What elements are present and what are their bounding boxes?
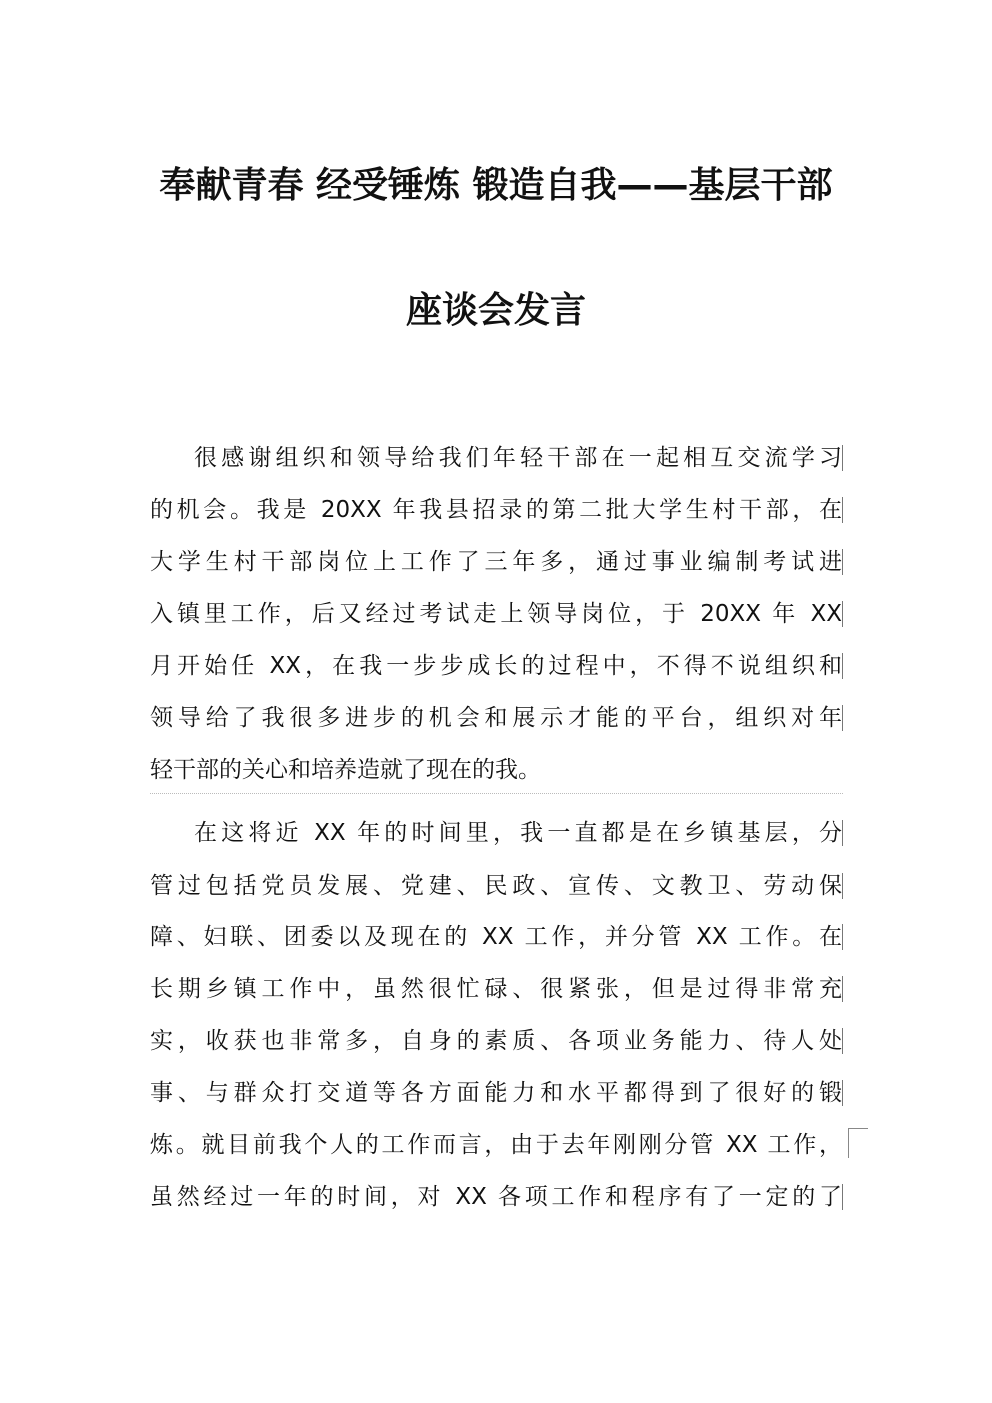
text-boundary-mark [842, 820, 843, 846]
paragraph-2-line-2: 管过包括党员发展、党建、民政、宣传、文教卫、劳动保 [150, 873, 842, 899]
paragraph-1-line-4: 入镇里工作，后又经过考试走上领导岗位，于 20XX 年 XX [150, 601, 842, 627]
text-boundary-mark [842, 873, 843, 899]
text-boundary-mark [842, 924, 843, 950]
text-boundary-mark [842, 653, 843, 679]
section-break-line [150, 793, 843, 794]
paragraph-2-line-7: 炼。就目前我个人的工作而言，由于去年刚刚分管 XX 工作， [150, 1132, 842, 1158]
paragraph-1-line-3: 大学生村干部岗位上工作了三年多，通过事业编制考试进 [150, 549, 842, 575]
page-corner-mark-horizontal [848, 1128, 868, 1129]
paragraph-2-line-8: 虽然经过一年的时间，对 XX 各项工作和程序有了一定的了 [150, 1184, 842, 1210]
text-boundary-mark [842, 601, 843, 627]
page-corner-mark [848, 1128, 849, 1158]
text-boundary-mark [842, 497, 843, 523]
document-title-line-2: 座谈会发言 [405, 290, 586, 331]
paragraph-2-line-3: 障、妇联、团委以及现在的 XX 工作，并分管 XX 工作。在 [150, 924, 842, 950]
paragraph-2-line-6: 事、与群众打交道等各方面能力和水平都得到了很好的锻 [150, 1080, 842, 1106]
document-title-line-1: 奉献青春 经受锤炼 锻造自我——基层干部 [159, 165, 833, 206]
paragraph-2-line-1: 在这将近 XX 年的时间里，我一直都是在乡镇基层，分 [194, 820, 842, 846]
paragraph-1-line-5: 月开始任 XX，在我一步步成长的过程中，不得不说组织和 [150, 653, 842, 679]
text-boundary-mark [842, 1080, 843, 1106]
paragraph-2-line-4: 长期乡镇工作中，虽然很忙碌、很紧张，但是过得非常充 [150, 976, 842, 1002]
text-boundary-mark [842, 1184, 843, 1210]
paragraph-1-line-7: 轻干部的关心和培养造就了现在的我。 [150, 757, 541, 783]
paragraph-1-line-2: 的机会。我是 20XX 年我县招录的第二批大学生村干部，在 [150, 497, 842, 523]
text-boundary-mark [842, 705, 843, 731]
text-boundary-mark [842, 976, 843, 1002]
paragraph-1-line-6: 领导给了我很多进步的机会和展示才能的平台，组织对年 [150, 705, 842, 731]
text-boundary-mark [842, 445, 843, 471]
text-boundary-mark [842, 1028, 843, 1054]
paragraph-2-line-5: 实，收获也非常多，自身的素质、各项业务能力、待人处 [150, 1028, 842, 1054]
text-boundary-mark [842, 549, 843, 575]
paragraph-1-line-1: 很感谢组织和领导给我们年轻干部在一起相互交流学习 [194, 445, 842, 471]
